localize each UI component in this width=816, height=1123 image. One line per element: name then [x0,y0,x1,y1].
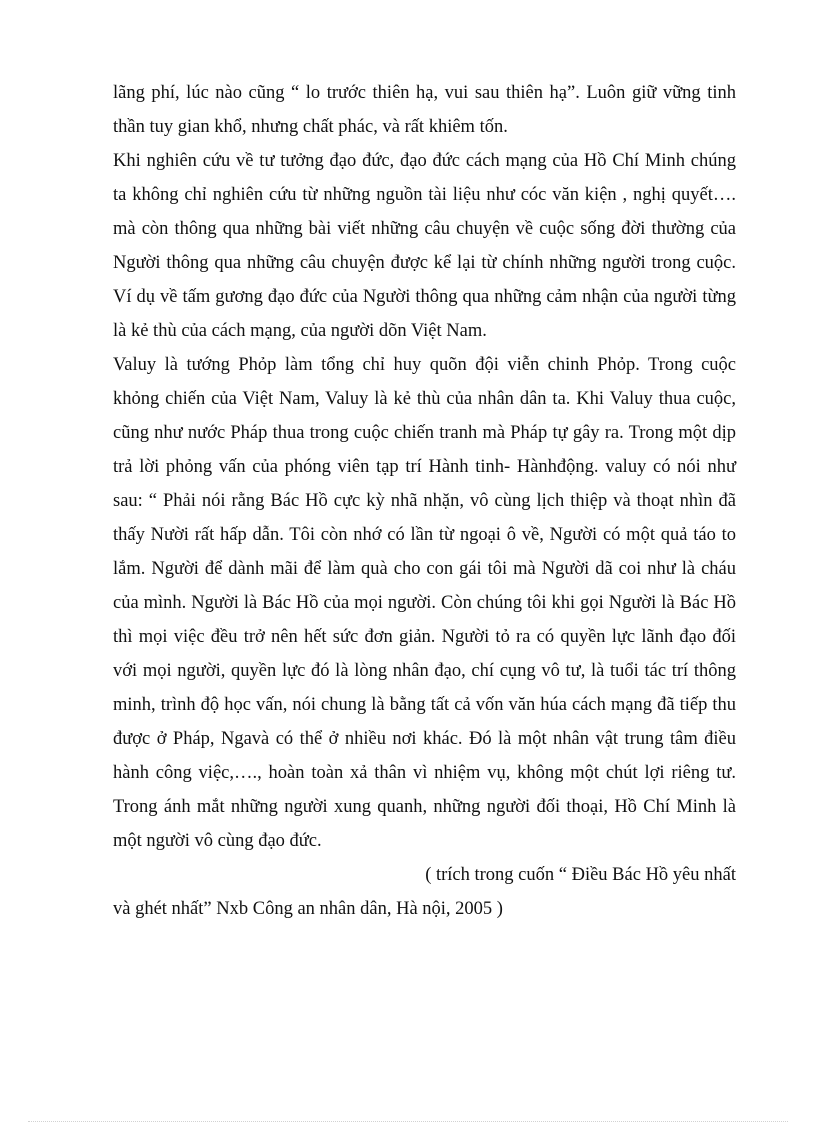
text-line: Khi nghiên cứu về tư tưởng đạo đức, đạo đức cách mạng của Hồ Chí Minh chúng [113,151,736,171]
text-line: một người vô cùng đạo đức. [113,831,322,851]
text-line: ta không chỉ nghiên cứu từ những nguồn tài liệu như cóc văn kiện , nghị quyết…. [113,185,736,205]
text-line: Valuy là tướng Phỏp làm tổng chỉ huy quõn đội viễn chinh Phỏp. Trong cuộc [113,355,736,375]
text-line: thì mọi việc đều trở nên hết sức đơn giản. Người tỏ ra có quyền lực lãnh đạo đối [113,627,736,647]
text-line: mà còn thông qua những bài viết những câu chuyện về cuộc sống đời thường của [113,219,736,239]
citation-line: và ghét nhất” Nxb Công an nhân dân, Hà nội, 2005 ) [113,899,503,919]
text-line: Người thông qua những câu chuyện được kể lại từ chính những người trong cuộc. [113,253,736,273]
text-line: Trong ánh mắt những người xung quanh, những người đối thoại, Hồ Chí Minh là [113,797,736,817]
text-line: Ví dụ về tấm gương đạo đức của Người thông qua những cảm nhận của người từng [113,287,736,307]
text-line: hành công việc,…., hoàn toàn xả thân vì nhiệm vụ, không một chút lợi riêng tư. [113,763,736,783]
text-line: cũng như nước Pháp thua trong cuộc chiến tranh mà Pháp tự gây ra. Trong một dịp [113,423,736,443]
text-line: là kẻ thù của cách mạng, của người dõn Việt Nam. [113,321,487,341]
citation-line: ( trích trong cuốn “ Điều Bác Hồ yêu nhất [425,865,736,885]
body-text [113,76,736,926]
text-line: thấy Nười rất hấp dẫn. Tôi còn nhớ có lần từ ngoại ô về, Người có một quả táo to [113,525,736,545]
text-line: trả lời phỏng vấn của phóng viên tạp trí Hành tinh- Hànhđộng. valuy có nói như [113,457,736,477]
text-line: minh, trình độ học vấn, nói chung là bằng tất cả vốn văn húa cách mạng đã tiếp thu [113,695,736,715]
text-line: sau: “ Phải nói rằng Bác Hồ cực kỳ nhã nhặn, vô cùng lịch thiệp và thoạt nhìn đã [113,491,736,511]
text-line: với mọi người, quyền lực đó là lòng nhân đạo, chí cụng vô tư, là tuổi tác trí thông [113,661,736,681]
text-line: lãng phí, lúc nào cũng “ lo trước thiên hạ, vui sau thiên hạ”. Luôn giữ vững tinh [113,83,736,103]
text-line: thần tuy gian khổ, nhưng chất phác, và rất khiêm tốn. [113,117,508,137]
text-line: được ở Pháp, Ngavà có thể ở nhiều nơi khác. Đó là một nhân vật trung tâm điều [113,729,736,749]
text-line: của mình. Người là Bác Hồ của mọi người. Còn chúng tôi khi gọi Người là Bác Hồ [113,593,736,613]
page-bottom-rule [28,1121,788,1122]
text-line: lắm. Người để dành mãi để làm quà cho con gái tôi mà Người dã coi như là cháu [113,559,736,579]
text-line: khỏng chiến của Việt Nam, Valuy là kẻ thù của nhân dân ta. Khi Valuy thua cuộc, [113,389,736,409]
